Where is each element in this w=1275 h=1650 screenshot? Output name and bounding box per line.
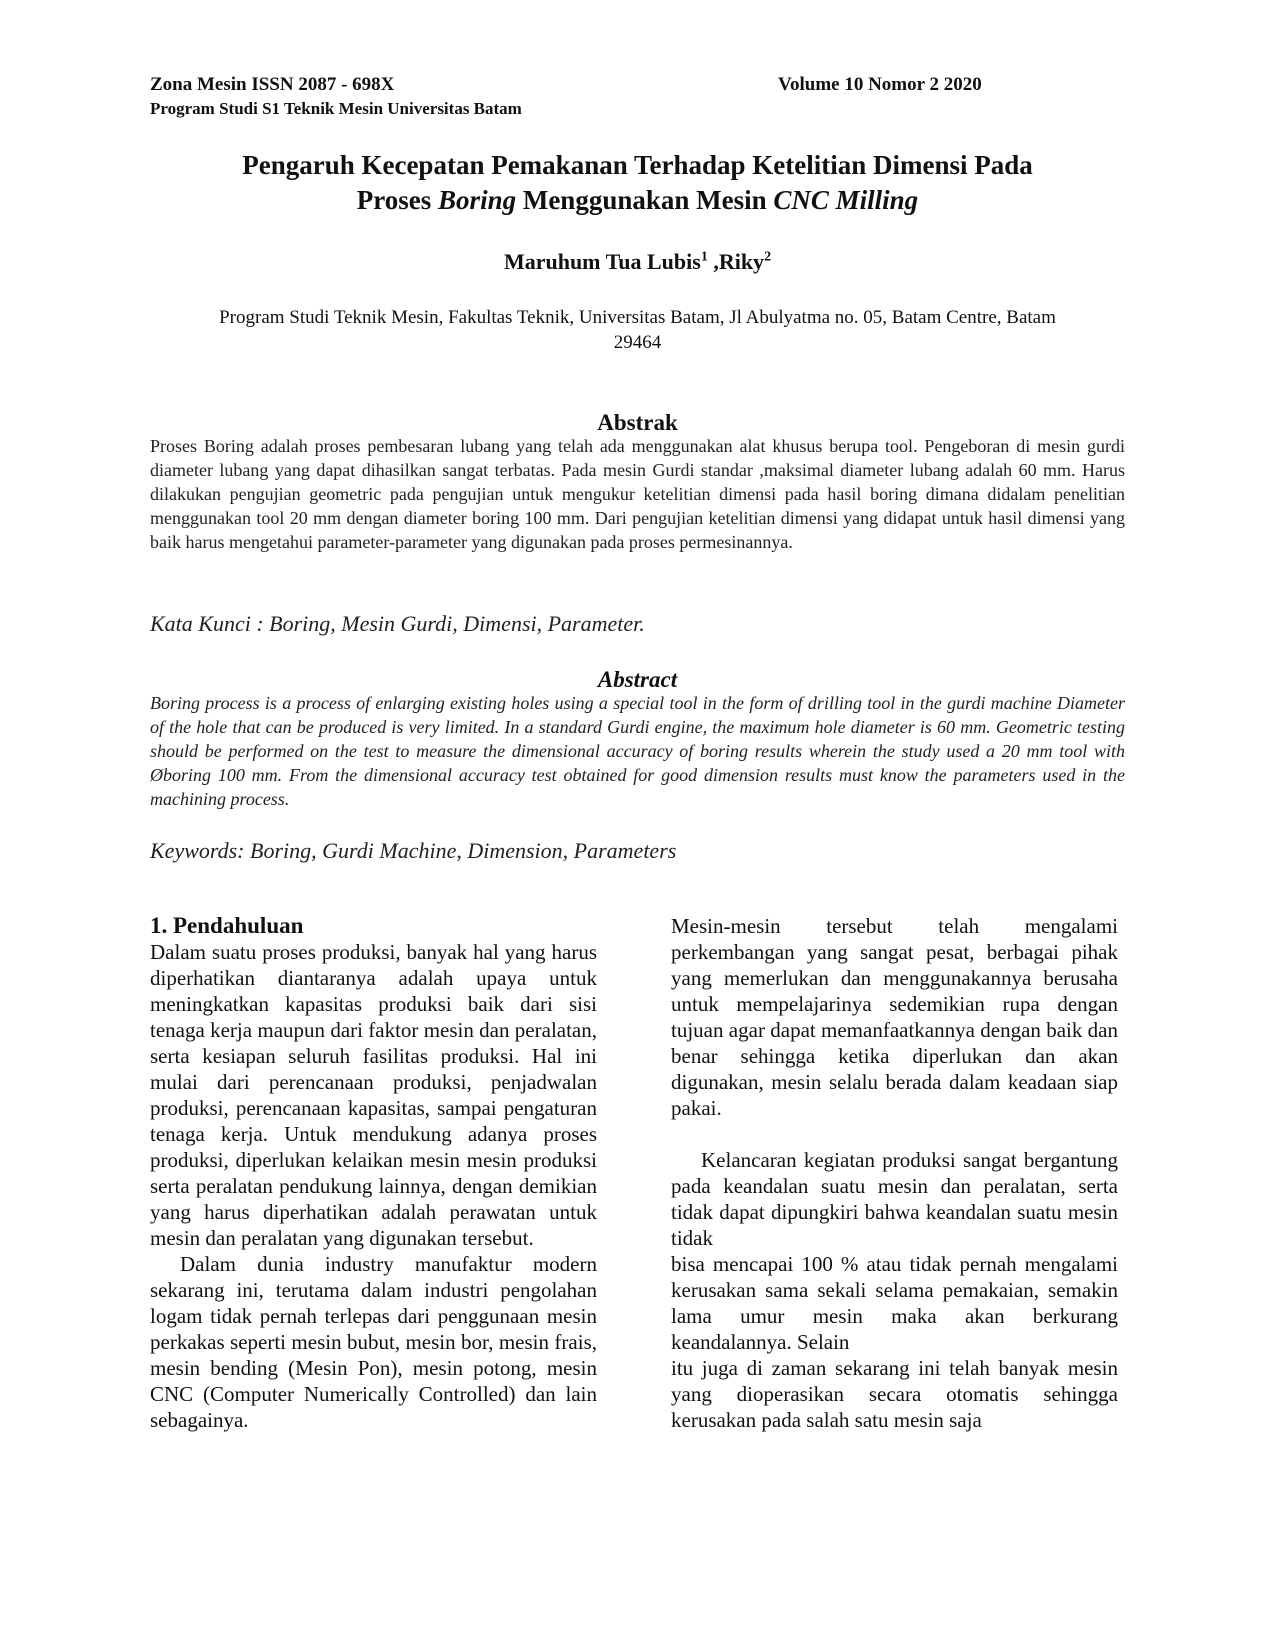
- title-line-2: [150, 183, 1125, 218]
- abstrak-heading: Abstrak: [597, 410, 678, 435]
- title-italic-term: CNC Milling: [773, 185, 919, 215]
- paper-title: [150, 148, 1125, 218]
- abstract-body: Boring process is a process of enlarging existing holes using a special tool in the form of drilling tool in the gurdi machine Diameter of the hole that can be produced is very limited. In a standard Gurdi engine, the maximum hole diameter is 60 mm. Geometric testing should be performed on the test to measure the dimensional accuracy of boring results wherein the study used a 20 mm tool with Øboring 100 mm. From the dimensional accuracy test obtained for good dimension results must know the parameters used in the machining process.: [150, 693, 1125, 809]
- keywords: Keywords: Boring, Gurdi Machine, Dimension, Parameters: [150, 838, 677, 863]
- program-name: Program Studi S1 Teknik Mesin Universitas Batam: [150, 99, 522, 118]
- section-heading: 1. Pendahuluan: [150, 913, 304, 938]
- title-italic-term: Boring: [438, 185, 517, 215]
- title-line-1: Pengaruh Kecepatan Pemakanan Terhadap Ketelitian Dimensi Pada: [242, 150, 1033, 180]
- left-column: [150, 913, 597, 1433]
- paragraph: Dalam suatu proses produksi, banyak hal yang harus diperhatikan diantaranya adalah upaya untuk meningkatkan kapasitas produksi baik dari sisi tenaga kerja maupun dari faktor mesin dan peralatan, serta kesiapan seluruh fasilitas produksi. Hal ini mulai dari perencanaan produksi, penjadwalan produksi, perencanaan kapasitas, sampai pengaturan tenaga kerja. Untuk mendukung adanya proses produksi, diperlukan kelaikan mesin mesin produksi serta peralatan pendukung lainnya, dengan demikian yang harus diperhatikan adalah perawatan untuk mesin dan peralatan yang digunakan tersebut.: [150, 940, 597, 1250]
- journal-name: Zona Mesin ISSN 2087 - 698X: [150, 74, 395, 95]
- author-name: Maruhum Tua Lubis: [503, 249, 701, 274]
- affiliation: [150, 305, 1125, 355]
- paragraph: Mesin-mesin tersebut telah mengalami perkembangan yang sangat pesat, berbagai pihak yang memerlukan dan menggunakannya berusaha untuk mempelajarinya sedemikian rupa dengan tujuan agar dapat memanfaatkannya dengan baik dan benar sehingga ketika diperlukan dan akan digunakan, mesin selalu berada dalam keadaan siap pakai.: [671, 914, 1118, 1120]
- abstrak-body: Proses Boring adalah proses pembesaran lubang yang telah ada menggunakan alat khusus berupa tool. Pengeboran di mesin gurdi diameter lubang yang dapat dihasilkan sangat terbatas. Pada mesin Gurdi standar ,maksimal diameter lubang adalah 60 mm. Harus dilakukan pengujian geometric pada pengujian untuk mengukur ketelitian dimensi pada hasil boring dimana didalam penelitian menggunakan tool 20 mm dengan diameter boring 100 mm. Dari pengujian ketelitian dimensi yang didapat untuk hasil dimensi yang baik harus mengetahui parameter-parameter yang digunakan pada proses permesinannya.: [150, 436, 1125, 552]
- right-column: [671, 913, 1118, 1433]
- paragraph: Kelancaran kegiatan produksi sangat bergantung pada keandalan suatu mesin dan peralatan, serta tidak dapat dipungkiri bahwa keandalan suatu mesin tidak: [671, 1148, 1118, 1250]
- paragraph: itu juga di zaman sekarang ini telah banyak mesin yang dioperasikan secara otomatis sehingga kerusakan pada salah satu mesin saja: [671, 1356, 1118, 1432]
- author-separator: ,: [707, 249, 719, 274]
- volume-number: Volume 10 Nomor 2 2020: [778, 74, 982, 95]
- affiliation-line: 29464: [613, 332, 662, 353]
- paragraph: Dalam dunia industry manufaktur modern sekarang ini, terutama dalam industri pengolahan logam tidak pernah terlepas dari penggunaan mesin perkakas seperti mesin bubut, mesin bor, mesin frais, mesin bending (Mesin Pon), mesin potong, mesin CNC (Computer Numerically Controlled) dan lain sebagainya.: [150, 1252, 597, 1432]
- author-list: [150, 249, 1125, 275]
- author-affil-mark: 2: [764, 249, 772, 265]
- abstract-heading: Abstract: [597, 667, 678, 692]
- title-text: Menggunakan Mesin: [516, 185, 774, 215]
- title-text: Proses: [356, 185, 439, 215]
- affiliation-line: Program Studi Teknik Mesin, Fakultas Teknik, Universitas Batam, Jl Abulyatma no. 05, Batam Centre, Batam: [219, 307, 1056, 328]
- author-name: Riky: [718, 249, 765, 274]
- paragraph-gap: [671, 1121, 1118, 1147]
- kata-kunci: Kata Kunci : Boring, Mesin Gurdi, Dimensi, Parameter.: [150, 611, 645, 636]
- paragraph: bisa mencapai 100 % atau tidak pernah mengalami kerusakan sama sekali selama pemakaian, semakin lama umur mesin maka akan berkurang keandalannya. Selain: [671, 1252, 1118, 1354]
- author-affil-mark: 1: [700, 249, 708, 265]
